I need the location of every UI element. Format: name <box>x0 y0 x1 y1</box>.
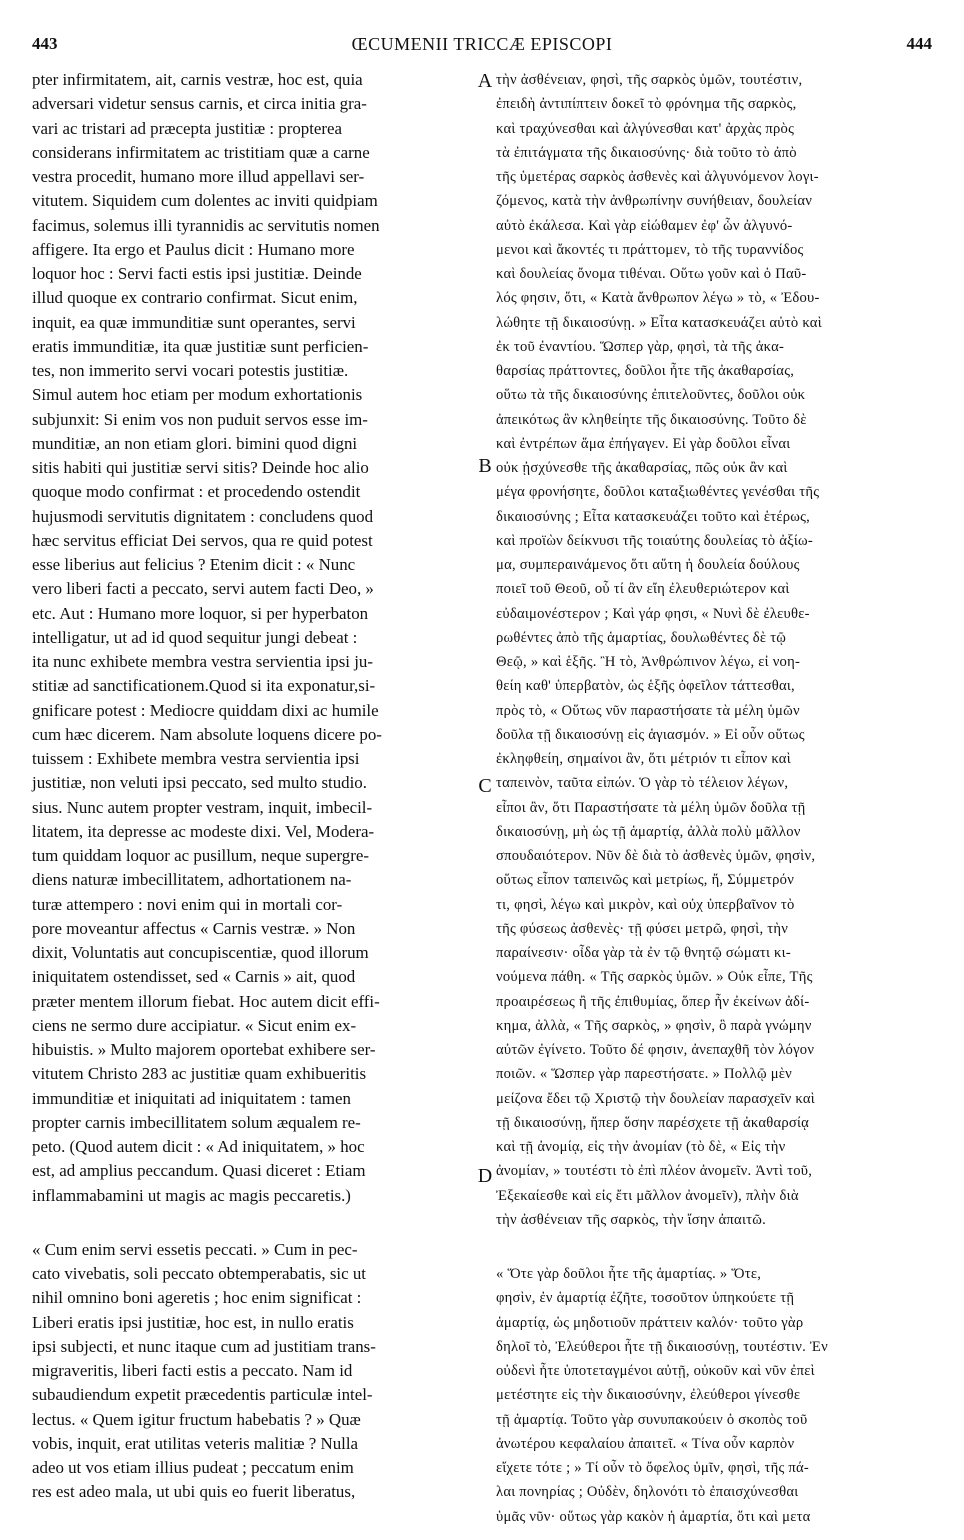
text-line: μετέστητε εἰς τὴν δικαιοσύνην, ἐλεύθεροι γίνεσθε <box>496 1387 801 1404</box>
text-line: θείη καθ' ὑπερβατὸν, ὡς ἑξῆς ὀφεῖλον τάττεσθαι, <box>496 678 795 695</box>
text-line: etc. Aut : Humano more loquor, si per hyperbaton <box>32 603 369 623</box>
text-line: diens naturæ imbecillitatem, adhortationem na- <box>32 870 352 890</box>
text-line: καὶ προϊὼν δείκνυσι τῆς τοιαύτης δουλείας τὸ ἀξίω- <box>496 532 813 549</box>
text-line: subjunxit: Si enim vos non puduit servos esse im- <box>32 409 368 429</box>
text-line: εὐδαιμονέστερον ; Καὶ γάρ φησι, « Νυνὶ δὲ ἐλευθε- <box>496 605 810 622</box>
text-line: προαιρέσεως ἢ τῆς ἐπιθυμίας, ὅπερ ἦν ἐκείνων ἀδί- <box>496 993 810 1010</box>
text-line: δοῦλα τῇ δικαιοσύνῃ εἰς ἁγιασμόν. » Εἰ οὖν οὕτως <box>496 726 805 743</box>
text-line: οὐκ ᾐσχύνεσθε τῆς ἀκαθαρσίας, πῶς οὐκ ἂν καὶ <box>496 460 788 476</box>
text-line: illud quoque ex contrario confirmat. Sicut enim, <box>32 288 358 308</box>
text-line: ita nunc exhibete membra vestra servientia ipsi ju- <box>32 652 373 671</box>
text-line: ρωθέντες ἀπὸ τῆς ἁμαρτίας, δουλωθέντες δὲ τῷ <box>496 629 787 646</box>
text-line: οὕτω τὰ τῆς δικαιοσύνης ἐπιτελοῦντες, δοῦλοι οὐκ <box>496 387 806 404</box>
text-line: sius. Nunc autem propter vestram, inquit, imbecil- <box>32 797 373 817</box>
text-line: eratis immunditiæ, ita quæ justitiæ sunt perficien- <box>32 336 369 356</box>
paragraph <box>496 68 928 1232</box>
text-line: ἐπειδὴ ἀντιπίπτειν δοκεῖ τὸ φρόνημα τῆς σαρκὸς, <box>496 96 797 113</box>
text-line: intelligatur, ut ad id quod sequitur jungi debeat : <box>32 627 358 647</box>
text-line: καὶ τῇ ἀνομίᾳ, εἰς τὴν ἀνομίαν (τὸ δὲ, « Εἰς τὴν <box>496 1139 786 1155</box>
text-line: subaudiendum expetit præcedentis particulæ intel- <box>32 1385 373 1405</box>
text-line: « Cum enim servi essetis peccati. » Cum in pec- <box>32 1239 358 1259</box>
text-line: τῇ ἁμαρτίᾳ. Τοῦτο γὰρ συνυπακούειν ὁ σκοπὸς τοῦ <box>496 1411 808 1428</box>
text-line: αὐτῶν ἐγίνετο. Τοῦτο δέ φησιν, ἀνεπαχθῆ τὸν λόγον <box>496 1042 815 1058</box>
text-line: tes, non immerito servi vocari potestis justitiæ. <box>32 361 349 380</box>
text-line: τῆς φύσεως ἀσθενὲς· τῇ φύσει μετρῶ, φησὶ, τὴν <box>496 920 789 937</box>
text-line: facimus, solemus illi tyrannidis ac servitutis nomen <box>32 215 380 235</box>
text-line: vobis, inquit, erat utilitas veteris malitiæ ? Nulla <box>32 1433 359 1453</box>
text-line: τὴν ἀσθένειαν τῆς σαρκὸς, τὴν ἴσην ἀπαιτῶ. <box>496 1211 766 1228</box>
text-line: καὶ ἐντρέπων ἅμα ἐπήγαγεν. Εἰ γὰρ δοῦλοι εἶναι <box>496 435 791 452</box>
text-line: hujusmodi servitutis dignitatem : concludens quod <box>32 506 374 526</box>
text-line: considerans infirmitatem ac tristitiam quæ a carne <box>32 142 370 162</box>
text-line: τῇ δικαιοσύνῃ, ἤπερ ὅσην παρέσχετε τῇ ἀκαθαρσίᾳ <box>496 1114 810 1131</box>
text-line: πρὸς τὸ, « Οὕτως νῦν παραστήσατε τὰ μέλη ὑμῶν <box>496 702 800 719</box>
text-line: τι, φησὶ, λέγω καὶ μικρὸν, καὶ οὐχ ὑπερβαῖνον τὸ <box>496 896 795 913</box>
text-line: adversari videtur sensus carnis, et circa initia gra- <box>32 94 367 114</box>
text-line: δικαιοσύνῃ, μὴ ὡς τῇ ἁμαρτίᾳ, ἀλλὰ πολὺ μᾶλλον <box>496 823 801 840</box>
text-line: Ἐξεκαίεσθε καὶ εἰς ἔτι μᾶλλον ἀνομεῖν), πλὴν διὰ <box>496 1187 799 1204</box>
text-line: Liberi eratis ipsi justitiæ, hoc est, in nullo eratis <box>32 1312 354 1332</box>
text-line: τὴν ἀσθένειαν, φησὶ, τῆς σαρκὸς ὑμῶν, τουτέστιν, <box>496 72 803 88</box>
text-line: est, ad amplius peccandum. Quasi diceret : Etiam <box>32 1161 366 1181</box>
text-line: esse liberius aut felicius ? Etenim dicit : « Nunc <box>32 555 356 574</box>
text-line: propter carnis imbecillitatem solum æqualem re- <box>32 1112 361 1132</box>
text-line: tum quiddam loquor ac pusillum, neque supergre- <box>32 846 369 865</box>
text-line: τὰ ἐπιτάγματα τῆς δικαιοσύνης· διὰ τοῦτο τὸ ἀπὸ <box>496 144 797 161</box>
text-line: λώθητε τῇ δικαιοσύνῃ. » Εἶτα κατασκευάζει αὐτὸ καὶ <box>496 314 822 331</box>
text-line: justitiæ, non veluti ipsi peccato, sed multo studio. <box>32 773 367 793</box>
paragraph <box>32 68 474 1208</box>
text-line: dixit, Voluntatis aut concupiscentiæ, quod illorum <box>32 943 369 962</box>
text-line: adeo ut vos etiam illius pudeat ; peccatum enim <box>32 1458 354 1477</box>
text-line: nihil omnino boni ageretis ; hoc enim significat : <box>32 1288 362 1308</box>
paragraph <box>32 1238 474 1505</box>
text-line: vestra procedit, humano more illud appellavi ser- <box>32 167 365 186</box>
text-line: vitutem Christo 283 ac justitiæ quam exhibueritis <box>32 1064 367 1084</box>
text-line: quoque modo confirmat : et procedendo ostendit <box>32 482 361 502</box>
text-line: ἐκληφθείη, σημαίνοι ἂν, ὅτι μέτριόν τι εἶπον καὶ <box>496 751 791 767</box>
text-line: καὶ τραχύνεσθαι καὶ ἀλγύνεσθαι κατ' ἀρχὰς πρὸς <box>496 120 795 137</box>
text-line: θαρσίας πράττοντες, δοῦλοι ἦτε τῆς ἀκαθαρσίας, <box>496 363 795 379</box>
running-header <box>32 34 932 66</box>
text-line: ἀνομίαν, » τουτέστι τὸ ἐπὶ πλέον ἀνομεῖν. Ἀντὶ τοῦ, <box>496 1163 813 1180</box>
text-line: λός φησιν, ὅτι, « Κατὰ ἄνθρωπον λέγω » τὸ, « Ἐδου- <box>496 290 820 307</box>
text-line: ταπεινὸν, ταῦτα εἰπών. Ὁ γὰρ τὸ τέλειον λέγων, <box>496 775 789 792</box>
text-line: loquor hoc : Servi facti estis ipsi justitiæ. Deinde <box>32 264 362 283</box>
text-line: munditiæ, an non etiam glori. bimini quod digni <box>32 433 358 453</box>
text-line: migraveritis, liberi facti estis a peccato. Nam id <box>32 1361 353 1380</box>
text-line: ὑμᾶς νῦν· οὕτως γὰρ κακὸν ἡ ἁμαρτία, ὅτι καὶ μετα <box>496 1508 811 1525</box>
text-line: ἐκ τοῦ ἐναντίου. Ὥσπερ γὰρ, φησὶ, τὰ τῆς ἀκα- <box>496 338 785 355</box>
text-line: εἶποι ἂν, ὅτι Παραστήσατε τὰ μέλη ὑμῶν δοῦλα τῇ <box>496 799 806 816</box>
text-line: inquit, ea quæ immunditiæ sunt operantes, servi <box>32 312 356 332</box>
text-line: vari ac tristari ad præcepta justitiæ : propterea <box>32 118 343 138</box>
text-line: peto. (Quod autem dicit : « Ad iniquitatem, » hoc <box>32 1137 365 1156</box>
text-line: λαι πονηρίας ; Οὐδὲν, δηλονότι τὸ ἐπαισχύνεσθαι <box>496 1484 799 1501</box>
text-line: δηλοῖ τὸ, Ἐλεύθεροι ἦτε τῇ δικαιοσύνῃ, τουτέστιν. Ἐν <box>496 1338 828 1355</box>
text-line: hæc servitus efficiat Dei servos, qua re quid potest <box>32 530 373 550</box>
text-line: νούμενα πάθη. « Τῆς σαρκὸς ὑμῶν. » Οὐκ εἶπε, Τῆς <box>496 969 813 986</box>
text-line: litatem, ita depresse ac modeste dixi. Vel, Modera- <box>32 821 375 841</box>
text-line: turæ attempero : novi enim qui in mortali cor- <box>32 894 343 914</box>
margin-letter-b: B <box>478 455 492 477</box>
text-line: stitiæ ad sanctificationem.Quod si ita exponatur,si- <box>32 676 376 696</box>
text-line: sitis habiti qui justitiæ servi sitis? Deinde hoc alio <box>32 458 369 477</box>
running-title: ŒCUMENII TRICCÆ EPISCOPI <box>351 34 613 54</box>
text-line: εἴχετε τότε ; » Τί οὖν τὸ ὄφελος ὑμῖν, φησὶ, τῆς πά- <box>496 1460 810 1476</box>
text-line: cato vivebatis, soli peccato obtemperabatis, sic ut <box>32 1264 366 1283</box>
text-line: præter mentem illorum fiebat. Hoc autem dicit effi- <box>32 991 380 1011</box>
text-line: ποιῶν. « Ὥσπερ γὰρ παρεστήσατε. » Πολλῷ μὲν <box>496 1066 792 1083</box>
page-number-right: 444 <box>906 34 932 53</box>
text-line: καὶ δουλείας ὄνομα τιθέναι. Οὕτω γοῦν καὶ ὁ Παῦ- <box>496 266 807 282</box>
text-line: iniquitatem ostendisset, sed « Carnis » ait, quod <box>32 967 356 987</box>
text-line: Simul autem hoc etiam per modum exhortationis <box>32 385 363 405</box>
latin-column <box>32 68 474 1505</box>
text-line: immunditiæ et iniquitati ad iniquitatem : tamen <box>32 1088 352 1108</box>
text-line: Θεῷ, » καὶ ἑξῆς. Ἢ τὸ, Ἀνθρώπινον λέγω, εἰ νοη- <box>496 654 801 670</box>
text-line: ποιεῖ τοῦ Θεοῦ, οὗ τί ἂν εἴη ἐλευθεριώτερον καὶ <box>496 581 790 598</box>
text-line: lectus. « Quem igitur fructum habebatis ? » Quæ <box>32 1409 361 1429</box>
text-line: pore moveantur affectus « Carnis vestræ. » Non <box>32 918 356 938</box>
margin-letter-a: A <box>477 70 493 92</box>
text-line: affigere. Ita ergo et Paulus dicit : Humano more <box>32 239 355 259</box>
margin-letter-d: D <box>477 1165 493 1187</box>
text-line: pter infirmitatem, ait, carnis vestræ, hoc est, quia <box>32 70 363 89</box>
page-number-left: 443 <box>32 34 58 53</box>
paragraph-gap <box>32 1208 474 1238</box>
text-line: tuissem : Exhibete membra vestra servientia ipsi <box>32 749 360 768</box>
text-line: ciens ne sermo dure accipiatur. « Sicut enim ex- <box>32 1015 357 1035</box>
text-line: μέγα φρονήσητε, δοῦλοι καταξιωθέντες γενέσθαι τῆς <box>496 484 820 501</box>
text-line: gnificare potest : Mediocre quiddam dixi ac humile <box>32 700 379 720</box>
text-line: μενοι καὶ ἄκοντές τι πράττομεν, τὸ τῆς τυραννίδος <box>496 241 804 258</box>
text-line: μα, συμπεραινάμενος ὅτι αὕτη ἡ δουλεία δούλους <box>496 557 800 573</box>
text-line: res est adeo mala, ut ubi quis eo fuerit liberatus, <box>32 1482 356 1502</box>
margin-letter-c: C <box>478 775 492 797</box>
text-line: vero liberi facti a peccato, servi autem facti Deo, » <box>32 579 374 599</box>
text-line: αὐτὸ ἐκάλεσα. Καὶ γὰρ εἰώθαμεν ἐφ' ὧν ἀλγυνό- <box>496 217 793 234</box>
text-line: ζόμενος, κατὰ τὴν ἀνθρωπίνην συνήθειαν, δουλείαν <box>496 193 813 210</box>
text-line: ipsi subjecti, et nunc itaque cum ad justitiam trans- <box>32 1336 376 1356</box>
text-line: σπουδαιότερον. Νῦν δὲ διὰ τὸ ἀσθενὲς ὑμῶν, φησὶν, <box>496 848 816 864</box>
paragraph <box>496 1262 928 1529</box>
paragraph-gap <box>496 1232 928 1262</box>
text-line: ἀνωτέρου κεφαλαίου ἀπαιτεῖ. « Τίνα οὖν καρπὸν <box>496 1435 795 1452</box>
text-line: οὕτως εἶπον ταπεινῶς καὶ μετρίως, ἤ, Σύμμετρόν <box>496 872 795 889</box>
text-line: παραίνεσιν· οἶδα γὰρ τὰ ἐν τῷ θνητῷ σώματι κι- <box>496 945 791 961</box>
greek-column <box>496 68 928 1529</box>
text-line: ἁμαρτίᾳ, ὡς μηδοτιοῦν πράττειν καλόν· τοῦτο γὰρ <box>496 1314 804 1331</box>
text-line: « Ὅτε γὰρ δοῦλοι ἦτε τῆς ἁμαρτίας. » Ὅτε, <box>496 1266 762 1282</box>
text-line: τῆς ὑμετέρας σαρκὸς ἀσθενὲς καὶ ἀλγυνόμενον λογι- <box>496 169 819 185</box>
text-line: hibuistis. » Multo majorem oportebat exhibere ser- <box>32 1040 376 1059</box>
text-line: μείζονα ἔδει τῷ Χριστῷ τὴν δουλείαν παρασχεῖν καὶ <box>496 1090 815 1107</box>
text-line: φησὶν, ἐν ἁμαρτίᾳ ἐζῆτε, τοσοῦτον ὑπηκούετε τῇ <box>496 1290 795 1307</box>
text-line: inflammabamini ut magis ac magis peccaretis.) <box>32 1185 351 1205</box>
text-line: κημα, ἀλλὰ, « Τῆς σαρκὸς, » φησὶν, ὃ παρὰ γνώμην <box>496 1017 812 1034</box>
text-line: ἀπεικότως ἂν κληθείητε τῆς δικαιοσύνης. Τοῦτο δὲ <box>496 411 807 428</box>
text-line: vitutem. Siquidem cum dolentes ac inviti quidpiam <box>32 191 378 211</box>
text-line: cum hæc dicerem. Nam absolute loquens dicere po- <box>32 724 382 744</box>
text-line: δικαιοσύνης ; Εἶτα κατασκευάζει τοῦτο καὶ ἑτέρως, <box>496 508 811 525</box>
text-line: οὐδενὶ ἦτε ὑποτεταγμένοι αὐτῇ, οὐκοῦν καὶ νῦν ἐπεὶ <box>496 1363 815 1379</box>
